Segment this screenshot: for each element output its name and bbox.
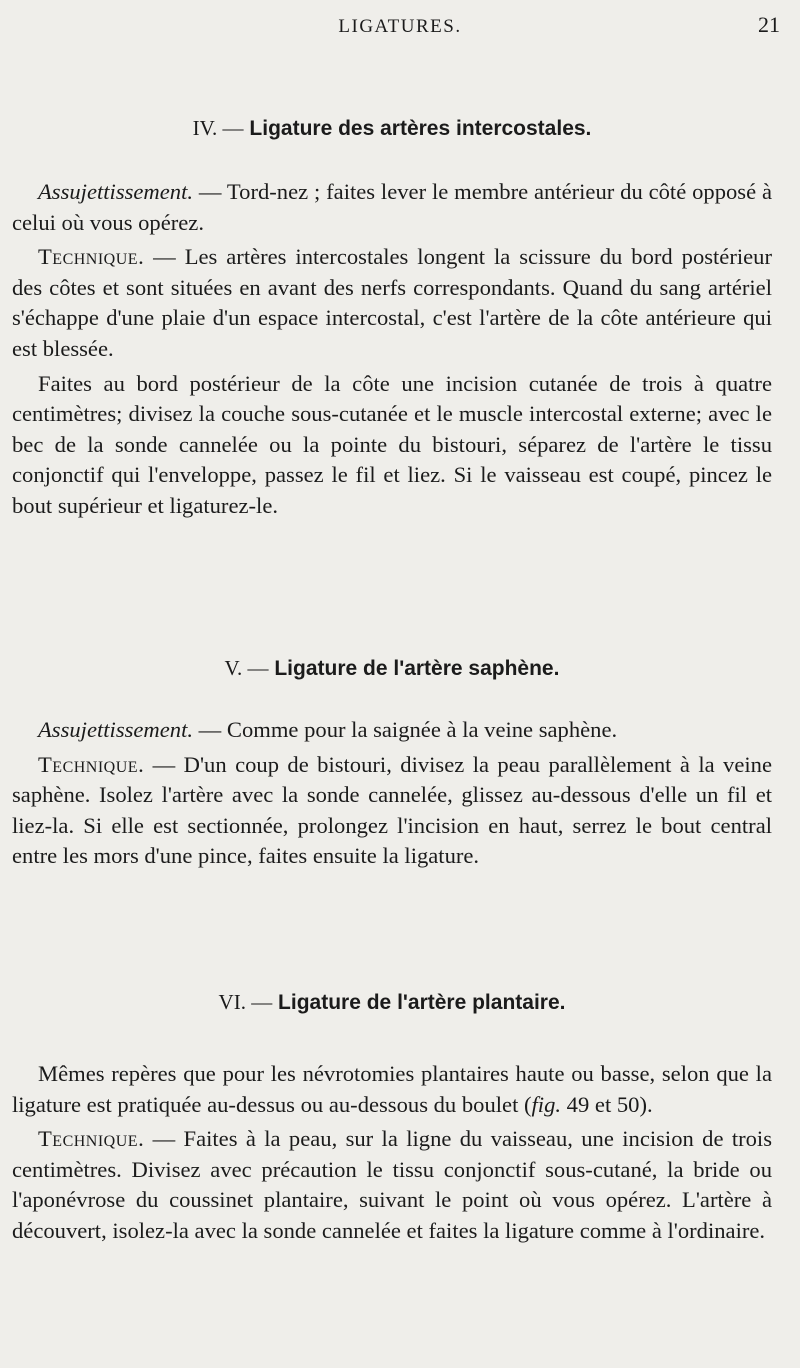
paragraph-text: Mêmes repères que pour les névrotomies plantaires haute ou basse, selon que la ligature est pratiquée au-dessus ou au-dessous du boulet ( <box>12 1061 772 1117</box>
paragraph-lead: Technique. <box>38 751 145 777</box>
paragraph-text: 49 et 50). <box>561 1091 653 1117</box>
paragraph <box>12 1059 772 1120</box>
figure-reference: fig. <box>531 1091 562 1117</box>
running-head <box>0 8 800 38</box>
page-number: 21 <box>758 12 780 37</box>
paragraph-text: — D'un coup de bistouri, divisez la peau parallèlement à la veine saphène. Isolez l'artère avec la sonde cannelée, glissez au-dessous d'elle un fil et liez-la. Si elle est sectionnée, prolongez l'incision en haut, serrez le bout central entre les mors d'une pince, faites ensuite la ligature. <box>12 751 772 869</box>
paragraph-text: — Comme pour la saignée à la veine saphène. <box>193 717 618 742</box>
paragraph-lead: Assujettissement. <box>38 717 194 742</box>
paragraph <box>12 242 772 364</box>
paragraph <box>12 369 772 522</box>
section-heading <box>12 116 772 141</box>
section-title: Ligature des artères intercostales. <box>249 117 592 140</box>
paragraph <box>12 750 772 872</box>
section-number: V. — <box>224 656 269 680</box>
section-title: Ligature de l'artère saphène. <box>274 657 560 680</box>
paragraph-text: — Les artères intercostales longent la scissure du bord postérieur des côtes et sont situées en avant des nerfs correspondants. Quand du sang artériel s'échappe d'une plaie d'un espace intercostal, c'est l'artère de la côte antérieure qui est blessée. <box>12 244 772 361</box>
paragraph <box>12 1124 772 1246</box>
paragraph-lead: Technique. <box>38 1126 145 1152</box>
section-title: Ligature de l'artère plantaire. <box>278 991 566 1014</box>
paragraph-text: Faites au bord postérieur de la côte une incision cutanée de trois à quatre centimètres; divisez la couche sous-cutanée et le muscle intercostal externe; avec le bec de la sonde cannelée ou la pointe du bistouri, séparez de l'artère le tissu conjonctif qui l'enveloppe, passez le fil et liez. Si le vaisseau est coupé, pincez le bout supérieur et ligaturez-le. <box>12 370 772 518</box>
section-iv <box>12 116 772 522</box>
section-number: VI. — <box>218 990 273 1014</box>
section-v <box>12 656 772 872</box>
paragraph <box>12 715 772 746</box>
section-heading <box>12 656 772 681</box>
paragraph-lead: Assujettissement. <box>38 179 194 204</box>
running-title: LIGATURES. <box>338 16 462 37</box>
paragraph <box>12 177 772 238</box>
section-heading <box>12 990 772 1015</box>
paragraph-text: — Faites à la peau, sur la ligne du vaisseau, une incision de trois centimètres. Divisez avec précaution le tissu conjonctif sous-cutané, la bride ou l'aponévrose du coussinet plantaire, suivant le point où vous opérez. L'artère à découvert, isolez-la avec la sonde cannelée et faites la ligature comme à l'ordinaire. <box>12 1126 772 1243</box>
paragraph-lead: Technique. <box>38 244 145 270</box>
section-vi <box>12 990 772 1247</box>
section-number: IV. — <box>192 116 244 140</box>
paragraph-text: — Tord-nez ; faites lever le membre antérieur du côté opposé à celui où vous opérez. <box>12 179 772 235</box>
